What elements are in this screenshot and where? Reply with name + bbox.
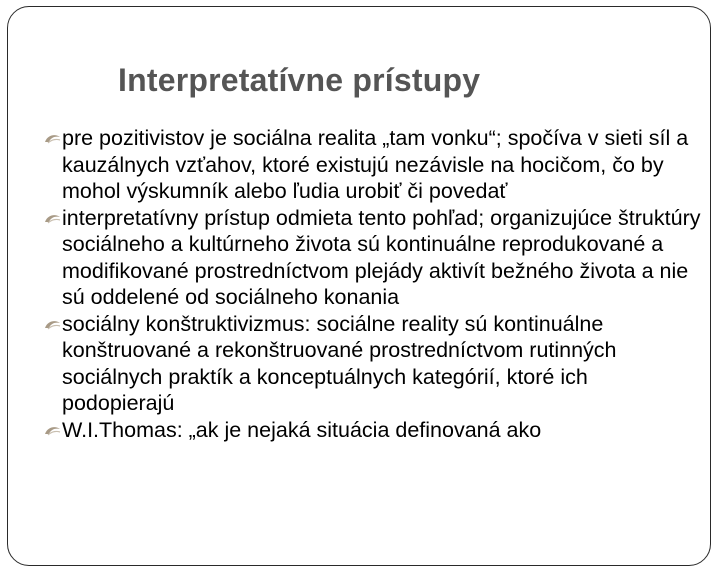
bullet-item [46,125,706,205]
swirl-bullet-icon [44,318,62,332]
bullet-list [46,125,706,443]
bullet-text: sociálny konštruktivizmus: sociálne reality sú kontinuálne konštruované a rekonštruované prostredníctvom rutinných sociálnych praktík a konceptuálnych kategórií, ktoré ich podopierajú [62,311,617,415]
slide-title: Interpretatívne prístupy [118,62,481,98]
slide-frame [7,6,711,566]
bullet-text: W.I.Thomas: „ak je nejaká situácia definovaná ako [62,417,542,442]
swirl-bullet-icon [44,212,62,226]
bullet-item [46,417,706,444]
bullet-text: interpretatívny prístup odmieta tento pohľad; organizujúce štruktúry sociálneho a kultúrneho života sú kontinuálne reprodukované a modifikované prostredníctvom plejády aktivít bežného života a nie sú oddelené od sociálneho konania [62,205,701,309]
swirl-bullet-icon [44,132,62,146]
bullet-item [46,311,706,417]
swirl-bullet-icon [44,424,62,438]
bullet-item [46,205,706,311]
bullet-text: pre pozitivistov je sociálna realita „tam vonku“; spočíva v sieti síl a kauzálnych vzťahov, ktoré existujú nezávisle na hocičom, čo by mohol výskumník alebo ľudia urobiť či povedať [62,126,689,203]
